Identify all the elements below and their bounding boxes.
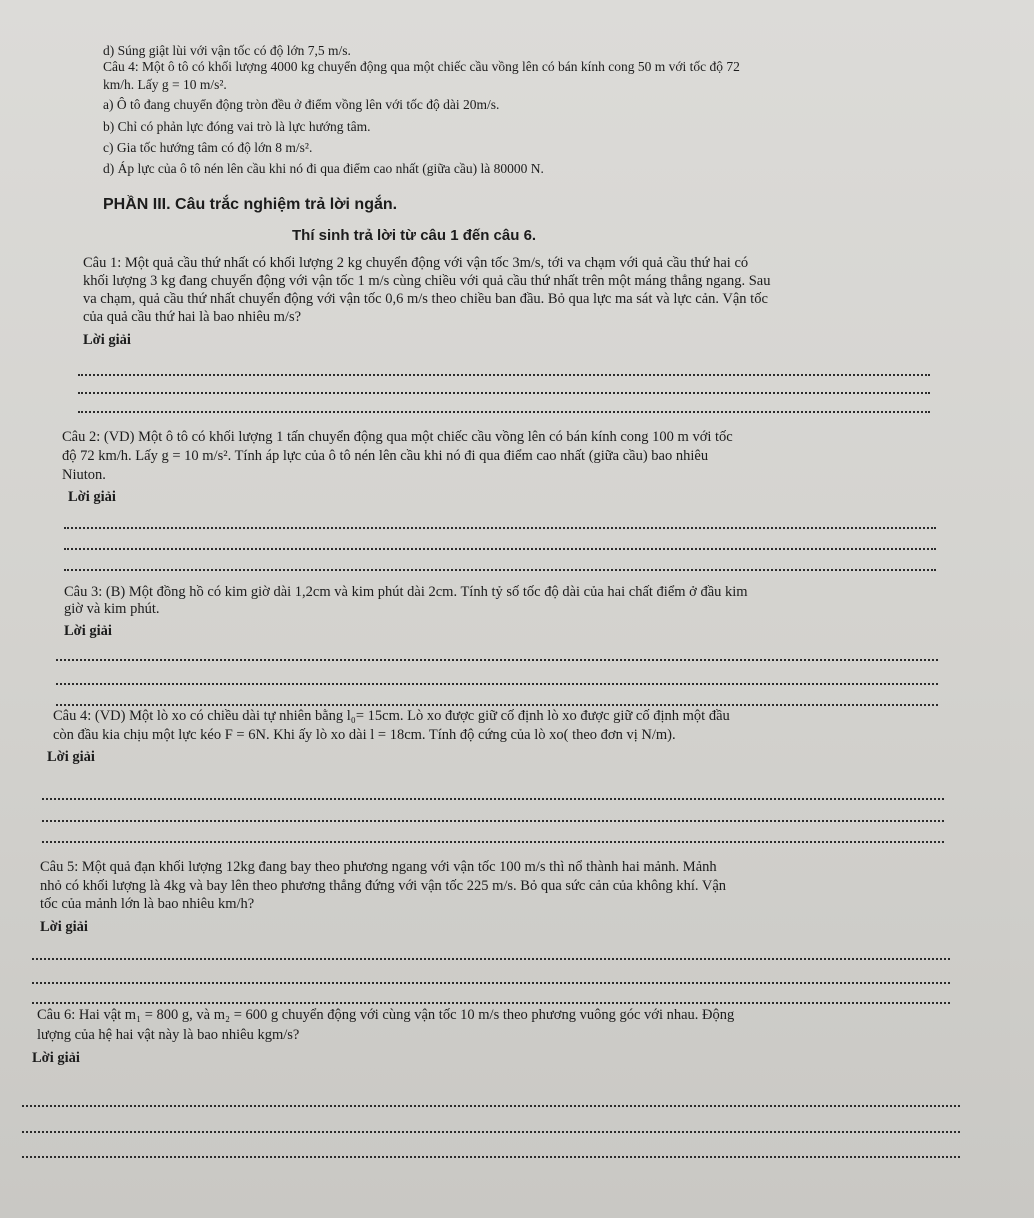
- answer-label-1: Lời giải: [83, 332, 131, 348]
- q4-option-d: d) Áp lực của ô tô nén lên cầu khi nó đi qua điểm cao nhất (giữa cầu) là 80000 N.: [103, 161, 544, 176]
- answer-line: [56, 683, 938, 685]
- answer-label-6: Lời giải: [32, 1050, 80, 1066]
- question-3-line-2: giờ và kim phút.: [64, 601, 160, 617]
- q4-stem-line1: Câu 4: Một ô tô có khối lượng 4000 kg chuyển động qua một chiếc cầu vồng lên có bán kính cong 50 m với tốc độ 72: [103, 59, 740, 74]
- question-5-line-3: tốc của mảnh lớn là bao nhiêu km/h?: [40, 896, 255, 912]
- question-4-line-1: Câu 4: (VD) Một lò xo có chiều dài tự nhiên bằng l₀= 15cm. Lò xo được giữ cố định lò xo được giữ cố định một đầu: [53, 708, 730, 724]
- question-1-line-2: khối lượng 3 kg đang chuyển động với vận tốc 1 m/s cùng chiều với quả cầu thứ nhất trên một máng thẳng ngang. Sau: [83, 273, 771, 289]
- answer-line: [42, 841, 944, 843]
- q4-option-a: a) Ô tô đang chuyển động tròn đều ở điểm vồng lên với tốc độ dài 20m/s.: [103, 97, 500, 112]
- question-1-line-3: va chạm, quả cầu thứ nhất chuyển động với vận tốc 0,6 m/s theo chiều ban đầu. Bỏ qua lực ma sát và lực cản. Vận tốc: [83, 291, 768, 307]
- question-4-line-2: còn đầu kia chịu một lực kéo F = 6N. Khi ấy lò xo dài l = 18cm. Tính độ cứng của lò xo( theo đơn vị N/m).: [53, 727, 676, 743]
- answer-line: [78, 411, 930, 413]
- question-2-line-1: Câu 2: (VD) Một ô tô có khối lượng 1 tấn chuyển động qua một chiếc cầu vồng lên có bán kính cong 100 m với tốc: [62, 429, 733, 445]
- answer-line: [32, 958, 950, 960]
- answer-line: [42, 798, 944, 800]
- answer-label-2: Lời giải: [68, 489, 116, 505]
- question-6-line-1: Câu 6: Hai vật m₁ = 800 g, và m₂ = 600 g chuyển động với cùng vận tốc 10 m/s theo phương vuông góc với nhau. Động: [37, 1007, 735, 1023]
- part3-subtitle: Thí sinh trả lời từ câu 1 đến câu 6.: [292, 227, 537, 244]
- answer-line: [32, 982, 950, 984]
- answer-line: [56, 704, 938, 706]
- question-6-line-2: lượng của hệ hai vật này là bao nhiêu kgm/s?: [37, 1027, 300, 1043]
- answer-label-3: Lời giải: [64, 623, 112, 639]
- answer-line: [32, 1002, 950, 1004]
- question-2-line-2: độ 72 km/h. Lấy g = 10 m/s². Tính áp lực của ô tô nén lên cầu khi nó đi qua điểm cao nhất (giữa cầu) bao nhiêu: [62, 448, 709, 464]
- answer-line: [78, 392, 930, 394]
- answer-line: [64, 569, 936, 571]
- answer-line: [64, 548, 936, 550]
- answer-line: [56, 659, 938, 661]
- q4-option-b: b) Chỉ có phản lực đóng vai trò là lực hướng tâm.: [103, 119, 371, 134]
- question-2-line-3: Niuton.: [62, 467, 106, 483]
- q3-option-d: d) Súng giật lùi với vận tốc có độ lớn 7,5 m/s.: [103, 43, 351, 58]
- answer-label-5: Lời giải: [40, 919, 88, 935]
- q4-stem-line2: km/h. Lấy g = 10 m/s².: [103, 77, 227, 92]
- answer-line: [78, 374, 930, 376]
- q4-option-c: c) Gia tốc hướng tâm có độ lớn 8 m/s².: [103, 140, 313, 155]
- answer-line: [22, 1131, 960, 1133]
- answer-line: [22, 1156, 960, 1158]
- answer-label-4: Lời giải: [47, 749, 95, 765]
- question-1-line-4: của quả cầu thứ hai là bao nhiêu m/s?: [83, 309, 302, 325]
- question-3-line-1: Câu 3: (B) Một đồng hồ có kim giờ dài 1,2cm và kim phút dài 2cm. Tính tỷ số tốc độ dài của hai chất điểm ở đầu kim: [64, 584, 748, 600]
- question-5-line-1: Câu 5: Một quả đạn khối lượng 12kg đang bay theo phương ngang với vận tốc 100 m/s thì nổ thành hai mảnh. Mảnh: [40, 859, 717, 875]
- answer-line: [42, 820, 944, 822]
- answer-line: [64, 527, 936, 529]
- part3-title: PHẦN III. Câu trắc nghiệm trả lời ngắn.: [103, 196, 398, 213]
- question-5-line-2: nhỏ có khối lượng là 4kg và bay lên theo phương thẳng đứng với vận tốc 225 m/s. Bỏ qua sức cản của không khí. Vận: [40, 878, 727, 894]
- answer-line: [22, 1105, 960, 1107]
- question-1-line-1: Câu 1: Một quả cầu thứ nhất có khối lượng 2 kg chuyển động với vận tốc 3m/s, tới va chạm với quả cầu thứ hai có: [83, 255, 749, 271]
